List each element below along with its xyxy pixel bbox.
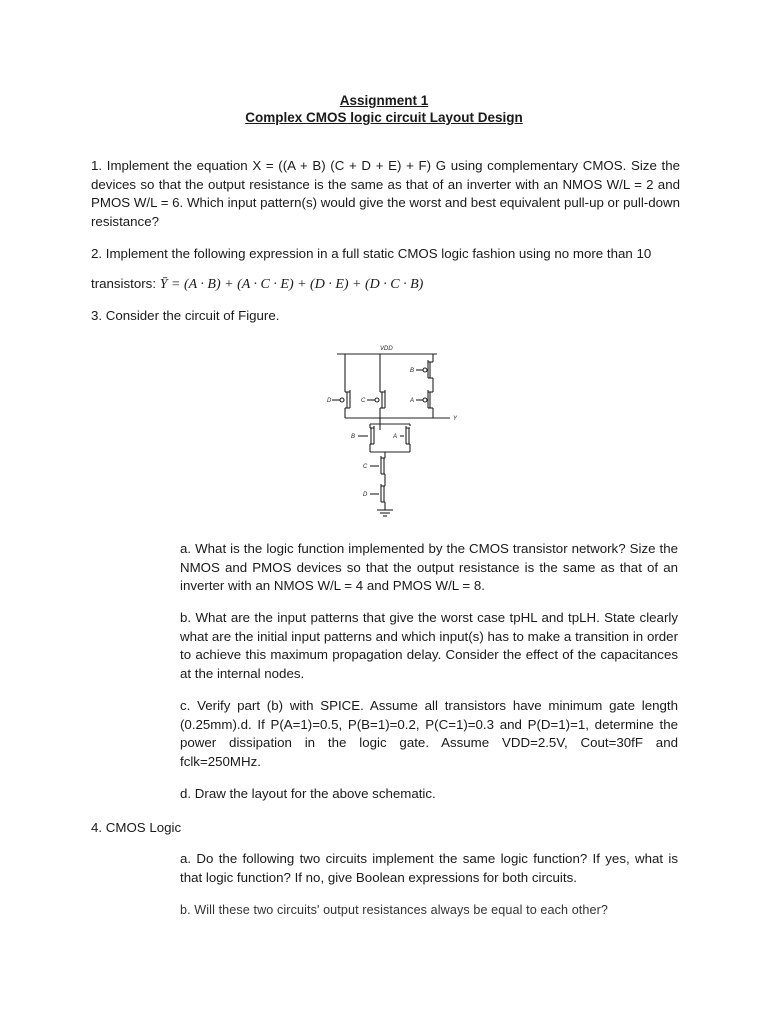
question-4: 4. CMOS Logic — [91, 820, 182, 835]
output-y-label: Y — [453, 416, 458, 422]
question-1: 1. Implement the equation X = ((A + B) (C + D + E) + F) G using complementary CMOS. Size the devices so that the output resistance is the same as that of an inverter with an NMOS W/L = 2 and PMOS W/L = 6. Which input pattern(s) would give the worst and best equivalent pull-up or pull-down resistance? — [91, 158, 680, 229]
page-subtitle: Complex CMOS logic circuit Layout Design — [245, 110, 523, 125]
input-b-pmos: B — [410, 368, 415, 374]
input-d-pmos: D — [327, 398, 332, 404]
vdd-label: VDD — [380, 346, 393, 352]
question-2-line2 — [91, 275, 691, 295]
question-3c: c. Verify part (b) with SPICE. Assume all transistors have minimum gate length (0.25mm).d. If P(A=1)=0.5, P(B=1)=0.2, P(C=1)=0.3 and P(D=1)=1, determine the power dissipation in the logic gate. Assume VDD=2.5V, Cout=30fF and fclk=250MHz. — [180, 698, 678, 769]
question-4b: b. Will these two circuits' output resistances always be equal to each other? — [180, 903, 609, 917]
question-3d: d. Draw the layout for the above schematic. — [180, 786, 436, 801]
question-2-equation: Ȳ = (A · B) + (A · C · E) + (D · E) + (D · C · B) — [159, 277, 424, 292]
question-3b: b. What are the input patterns that give the worst case tpHL and tpLH. State clearly what are the initial input patterns and which input(s) has to make a transition in order to achieve this maximum propagation delay. Consider the effect of the capacitances at the internal nodes. — [180, 610, 678, 681]
input-c-pmos: C — [361, 398, 366, 404]
cmos-circuit-figure — [300, 340, 470, 525]
input-a-nmos: A — [393, 434, 398, 440]
question-3: 3. Consider the circuit of Figure. — [91, 308, 280, 323]
input-b-nmos: B — [351, 434, 356, 440]
input-d-nmos: D — [363, 492, 368, 498]
question-3a: a. What is the logic function implemented by the CMOS transistor network? Size the NMOS and PMOS devices so that the output resistance is the same as that of an inverter with an NMOS W/L = 4 and PMOS W/L = 8. — [180, 541, 678, 593]
question-4a: a. Do the following two circuits implement the same logic function? If yes, what is that logic function? If no, give Boolean expressions for both circuits. — [180, 851, 678, 885]
question-2-line1: 2. Implement the following expression in a full static CMOS logic fashion using no more than 10 — [91, 246, 652, 261]
input-a-pmos: A — [410, 398, 415, 404]
page-title: Assignment 1 — [339, 93, 429, 108]
input-c-nmos: C — [363, 464, 368, 470]
question-2-prefix: transistors: — [91, 276, 157, 291]
